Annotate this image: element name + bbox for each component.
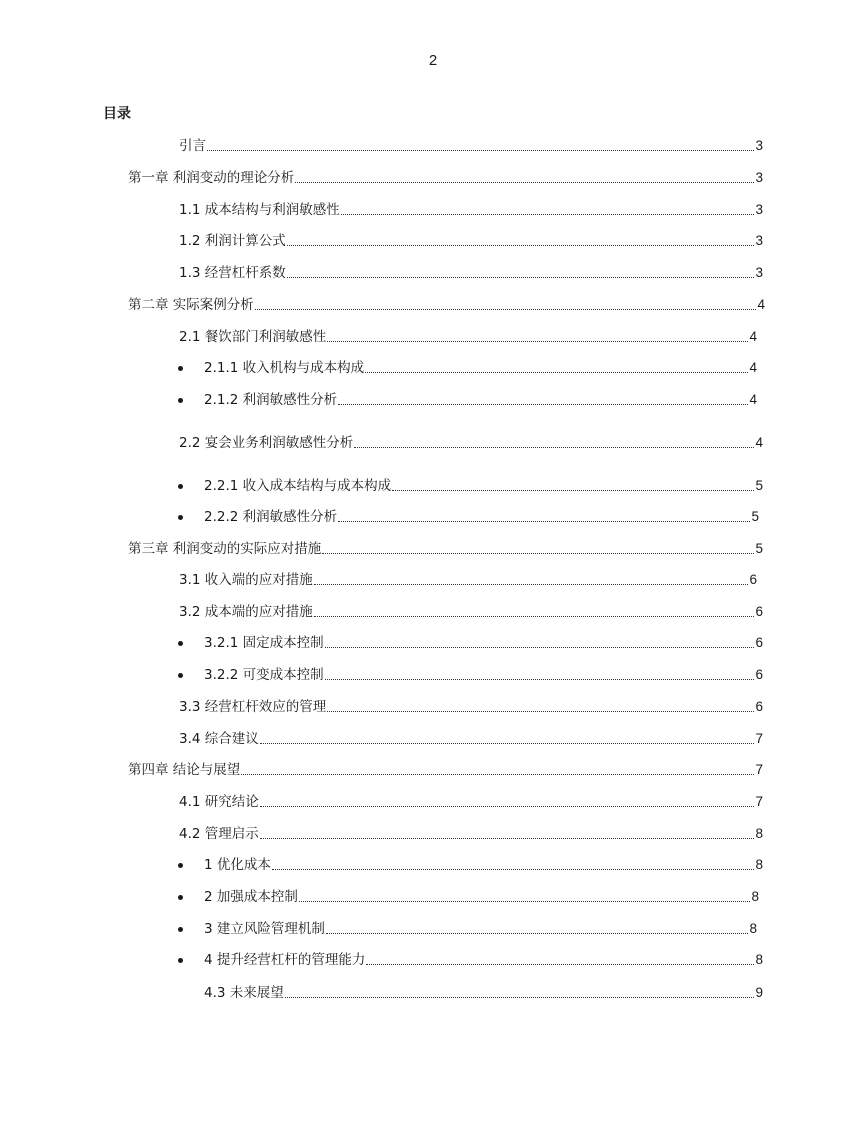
toc-entry-intro[interactable] xyxy=(179,136,763,156)
dot-leader xyxy=(338,404,748,405)
dot-leader xyxy=(260,743,755,744)
bullet-icon xyxy=(178,863,183,868)
toc-entry-page: 8 xyxy=(749,921,757,936)
dot-leader xyxy=(287,245,755,246)
dot-leader xyxy=(295,182,754,183)
toc-entry-4-2-2[interactable] xyxy=(204,887,759,907)
dot-leader xyxy=(260,806,755,807)
toc-entry-label: 2.2.1 收入成本结构与成本构成 xyxy=(204,478,392,494)
toc-entry-label: 引言 xyxy=(179,138,206,154)
dot-leader xyxy=(322,553,754,554)
toc-entry-label: 3.2.2 可变成本控制 xyxy=(204,667,324,683)
toc-entry-page: 5 xyxy=(755,541,763,556)
dot-leader xyxy=(392,490,754,491)
dot-leader xyxy=(325,679,755,680)
toc-entry-label: 1 优化成本 xyxy=(204,857,271,873)
toc-entry-2-2-2[interactable] xyxy=(204,507,759,527)
toc-entry-label: 4.2 管理启示 xyxy=(179,826,259,842)
toc-entry-page: 6 xyxy=(755,604,763,619)
toc-entry-3-2-1[interactable] xyxy=(204,633,763,653)
toc-entry-page: 6 xyxy=(749,572,757,587)
toc-entry-label: 4.3 未来展望 xyxy=(204,985,284,1001)
dot-leader xyxy=(366,964,754,965)
toc-entry-label: 2.1.2 利润敏感性分析 xyxy=(204,392,338,408)
toc-entry-chapter-4[interactable] xyxy=(128,760,763,780)
dot-leader xyxy=(365,372,748,373)
dot-leader xyxy=(314,584,749,585)
toc-entry-page: 3 xyxy=(755,202,763,217)
bullet-icon xyxy=(178,673,183,678)
bullet-icon xyxy=(178,927,183,932)
toc-title: 目录 xyxy=(103,106,131,122)
toc-entry-page: 7 xyxy=(755,762,763,777)
toc-entry-label: 3.2.1 固定成本控制 xyxy=(204,635,324,651)
dot-leader xyxy=(272,869,755,870)
dot-leader xyxy=(338,521,750,522)
toc-entry-3-1[interactable] xyxy=(179,570,757,590)
toc-entry-3-4[interactable] xyxy=(179,729,763,749)
toc-entry-chapter-1[interactable] xyxy=(128,168,763,188)
toc-entry-4-2-1[interactable] xyxy=(204,855,763,875)
toc-entry-label: 3 建立风险管理机制 xyxy=(204,921,325,937)
toc-entry-page: 8 xyxy=(755,857,763,872)
toc-entry-page: 8 xyxy=(755,952,763,967)
dot-leader xyxy=(241,774,754,775)
toc-entry-page: 6 xyxy=(755,699,763,714)
dot-leader xyxy=(325,647,755,648)
bullet-icon xyxy=(178,895,183,900)
toc-entry-label: 1.2 利润计算公式 xyxy=(179,233,286,249)
toc-entry-page: 4 xyxy=(749,392,757,407)
toc-entry-page: 6 xyxy=(755,635,763,650)
toc-entry-4-1[interactable] xyxy=(179,792,763,812)
dot-leader xyxy=(327,341,748,342)
dot-leader xyxy=(341,214,755,215)
dot-leader xyxy=(260,838,755,839)
toc-entry-label: 2.2 宴会业务利润敏感性分析 xyxy=(179,435,354,451)
dot-leader xyxy=(299,901,751,902)
toc-entry-1-3[interactable] xyxy=(179,263,763,283)
toc-entry-label: 2.1.1 收入机构与成本构成 xyxy=(204,360,365,376)
dot-leader xyxy=(207,150,754,151)
bullet-icon xyxy=(178,958,183,963)
toc-entry-chapter-2[interactable] xyxy=(128,295,765,315)
toc-entry-label: 3.4 综合建议 xyxy=(179,731,259,747)
toc-entry-label: 4.1 研究结论 xyxy=(179,794,259,810)
toc-entry-3-2-2[interactable] xyxy=(204,665,763,685)
toc-entry-4-2-4[interactable] xyxy=(204,950,763,970)
toc-entry-label: 2.1 餐饮部门利润敏感性 xyxy=(179,329,327,345)
toc-entry-page: 4 xyxy=(757,297,765,312)
toc-entry-label: 3.1 收入端的应对措施 xyxy=(179,572,313,588)
toc-entry-label: 4 提升经营杠杆的管理能力 xyxy=(204,952,366,968)
toc-entry-label: 3.2 成本端的应对措施 xyxy=(179,604,313,620)
toc-entry-label: 1.3 经营杠杆系数 xyxy=(179,265,286,281)
toc-entry-3-3[interactable] xyxy=(179,697,763,717)
toc-entry-chapter-3[interactable] xyxy=(128,539,763,559)
toc-entry-label: 1.1 成本结构与利润敏感性 xyxy=(179,202,340,218)
toc-entry-2-2-1[interactable] xyxy=(204,476,763,496)
toc-entry-1-1[interactable] xyxy=(179,200,763,220)
toc-entry-1-2[interactable] xyxy=(179,231,763,251)
dot-leader xyxy=(255,309,757,310)
toc-entry-label: 第四章 结论与展望 xyxy=(128,762,241,778)
toc-entry-page: 6 xyxy=(755,667,763,682)
toc-entry-page: 8 xyxy=(751,889,759,904)
toc-entry-page: 4 xyxy=(749,360,757,375)
toc-entry-label: 2 加强成本控制 xyxy=(204,889,298,905)
toc-entry-4-2-3[interactable] xyxy=(204,919,757,939)
bullet-icon xyxy=(178,515,183,520)
dot-leader xyxy=(354,447,754,448)
toc-entry-page: 7 xyxy=(755,794,763,809)
toc-entry-label: 第一章 利润变动的理论分析 xyxy=(128,170,295,186)
toc-entry-2-2[interactable] xyxy=(179,433,763,453)
toc-entry-label: 第三章 利润变动的实际应对措施 xyxy=(128,541,322,557)
toc-entry-page: 8 xyxy=(755,826,763,841)
toc-entry-4-3[interactable] xyxy=(204,983,763,1003)
dot-leader xyxy=(326,933,749,934)
toc-entry-page: 5 xyxy=(751,509,759,524)
bullet-icon xyxy=(178,398,183,403)
toc-entry-page: 3 xyxy=(755,170,763,185)
dot-leader xyxy=(285,997,755,998)
toc-entry-label: 3.3 经营杠杆效应的管理 xyxy=(179,699,327,715)
toc-entry-2-1-2[interactable] xyxy=(204,390,757,410)
toc-entry-page: 3 xyxy=(755,233,763,248)
toc-entry-page: 5 xyxy=(755,478,763,493)
toc-entry-page: 9 xyxy=(755,985,763,1000)
bullet-icon xyxy=(178,366,183,371)
toc-entry-page: 4 xyxy=(749,329,757,344)
dot-leader xyxy=(287,277,755,278)
dot-leader xyxy=(314,616,755,617)
toc-entry-page: 3 xyxy=(755,265,763,280)
toc-entry-2-1-1[interactable] xyxy=(204,358,757,378)
toc-entry-label: 2.2.2 利润敏感性分析 xyxy=(204,509,338,525)
bullet-icon xyxy=(178,641,183,646)
toc-entry-page: 3 xyxy=(755,138,763,153)
bullet-icon xyxy=(178,484,183,489)
toc-entry-3-2[interactable] xyxy=(179,602,763,622)
toc-entry-2-1[interactable] xyxy=(179,327,757,347)
dot-leader xyxy=(327,711,754,712)
page-number: 2 xyxy=(428,52,438,69)
toc-entry-4-2[interactable] xyxy=(179,824,763,844)
toc-entry-label: 第二章 实际案例分析 xyxy=(128,297,254,313)
toc-entry-page: 4 xyxy=(755,435,763,450)
toc-entry-page: 7 xyxy=(755,731,763,746)
